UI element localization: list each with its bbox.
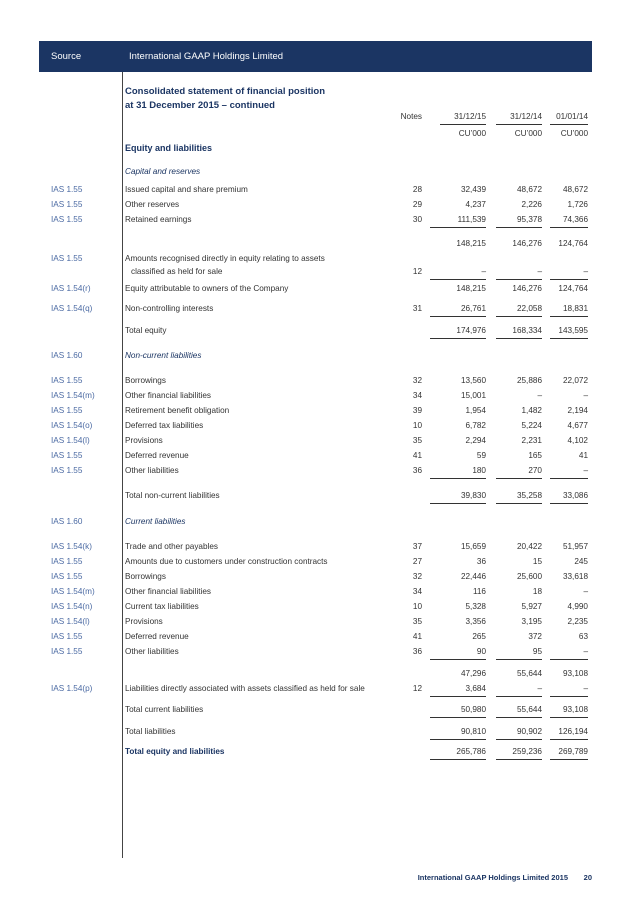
value-2015: 3,684: [465, 684, 486, 693]
note-ref: 28: [412, 185, 422, 194]
note-ref: 34: [412, 391, 422, 400]
value-2015: 4,237: [465, 200, 486, 209]
table-row: [0, 282, 638, 296]
value-2015: 90: [476, 647, 486, 656]
note-ref: 37: [412, 542, 422, 551]
source-ref: IAS 1.55: [51, 451, 83, 460]
value-2014: 5,224: [521, 421, 542, 430]
table-row: [0, 464, 638, 478]
value-2014: 146,276: [512, 284, 542, 293]
value-2014-opening: 1,726: [567, 200, 588, 209]
note-ref: 30: [412, 215, 422, 224]
table-row: [0, 389, 638, 403]
value-2014-opening: 4,102: [567, 436, 588, 445]
table-row: [0, 183, 638, 197]
note-ref: 36: [412, 466, 422, 475]
value-2014-opening: –: [583, 267, 588, 276]
value-2015: 50,980: [460, 705, 486, 714]
row-label: Capital and reserves: [125, 167, 201, 176]
table-row: [0, 489, 638, 503]
table-row: [0, 374, 638, 388]
date-underline-2: [496, 124, 542, 125]
note-ref: 12: [412, 684, 422, 693]
value-2015: 265,786: [456, 747, 486, 756]
value-2014: –: [537, 391, 542, 400]
source-ref: IAS 1.54(q): [51, 304, 93, 313]
row-label: Other reserves: [125, 200, 180, 209]
source-ref: IAS 1.54(n): [51, 602, 93, 611]
value-2014-opening: 4,677: [567, 421, 588, 430]
source-ref: IAS 1.54(m): [51, 391, 95, 400]
total-underline: [496, 316, 542, 317]
total-underline: [550, 338, 588, 339]
row-label: Non-current liabilities: [125, 351, 202, 360]
row-label: Current liabilities: [125, 517, 186, 526]
total-underline: [496, 279, 542, 280]
table-row: [0, 302, 638, 316]
row-label: Current tax liabilities: [125, 602, 199, 611]
source-ref: IAS 1.55: [51, 406, 83, 415]
value-2015: 39,830: [460, 491, 486, 500]
row-label: Issued capital and share premium: [125, 185, 248, 194]
table-row: [0, 324, 638, 338]
value-2014: 15: [532, 557, 542, 566]
value-2014: 25,886: [516, 376, 542, 385]
value-2015: 265: [472, 632, 486, 641]
total-underline: [550, 279, 588, 280]
value-2014-opening: –: [583, 391, 588, 400]
source-ref: IAS 1.55: [51, 185, 83, 194]
company-title: International GAAP Holdings Limited: [129, 51, 284, 62]
table-row: [0, 449, 638, 463]
value-2014: 18: [532, 587, 542, 596]
footer-text: International GAAP Holdings Limited 2015: [417, 873, 568, 882]
table-row: [0, 265, 638, 279]
table-row: [0, 540, 638, 554]
date-header-2: 31/12/14: [510, 112, 542, 121]
total-underline: [430, 717, 486, 718]
total-underline: [496, 759, 542, 760]
total-underline: [550, 503, 588, 504]
unit-header-3: CU’000: [560, 129, 588, 138]
source-ref: IAS 1.54(m): [51, 587, 95, 596]
note-ref: 39: [412, 406, 422, 415]
table-row: [0, 745, 638, 759]
table-row: [0, 630, 638, 644]
table-row: [0, 515, 638, 529]
total-underline: [430, 696, 486, 697]
value-2015: 90,810: [460, 727, 486, 736]
value-2014: 90,902: [516, 727, 542, 736]
value-2014-opening: 143,595: [558, 326, 588, 335]
value-2014: 2,231: [521, 436, 542, 445]
column-header-row: [0, 110, 638, 124]
value-2014: 25,600: [516, 572, 542, 581]
value-2014-opening: 18,831: [562, 304, 588, 313]
notes-header: Notes: [400, 112, 422, 121]
source-ref: IAS 1.54(k): [51, 542, 92, 551]
value-2014: 168,334: [512, 326, 542, 335]
row-label: Provisions: [125, 436, 163, 445]
value-2014-opening: 269,789: [558, 747, 588, 756]
value-2015: 26,761: [460, 304, 486, 313]
source-column-label: Source: [51, 51, 82, 62]
note-ref: 35: [412, 617, 422, 626]
value-2014: 165: [528, 451, 542, 460]
value-2015: 22,446: [460, 572, 486, 581]
total-underline: [430, 503, 486, 504]
note-ref: 10: [412, 602, 422, 611]
source-ref: IAS 1.55: [51, 466, 83, 475]
row-label: Retained earnings: [125, 215, 192, 224]
row-label: Other liabilities: [125, 466, 179, 475]
row-label: Total non-current liabilities: [125, 491, 220, 500]
total-underline: [430, 759, 486, 760]
table-row: [0, 615, 638, 629]
table-row: [0, 349, 638, 363]
row-label: Amounts due to customers under construction contracts: [125, 557, 328, 566]
total-underline: [430, 338, 486, 339]
date-underline-1: [440, 124, 486, 125]
value-2014: –: [537, 267, 542, 276]
total-underline: [430, 279, 486, 280]
value-2015: 116: [472, 587, 486, 596]
note-ref: 31: [412, 304, 422, 313]
value-2014: 270: [528, 466, 542, 475]
source-ref: IAS 1.55: [51, 215, 83, 224]
table-row: [0, 585, 638, 599]
value-2015: 148,215: [456, 239, 486, 248]
total-underline: [550, 717, 588, 718]
note-ref: 10: [412, 421, 422, 430]
source-ref: IAS 1.55: [51, 376, 83, 385]
source-ref: IAS 1.55: [51, 200, 83, 209]
total-underline: [550, 478, 588, 479]
value-2014-opening: 33,086: [562, 491, 588, 500]
row-label: Retirement benefit obligation: [125, 406, 230, 415]
total-underline: [496, 227, 542, 228]
value-2014: 20,422: [516, 542, 542, 551]
source-ref: IAS 1.54(p): [51, 684, 93, 693]
value-2014-opening: 245: [574, 557, 588, 566]
total-underline: [496, 338, 542, 339]
value-2015: 148,215: [456, 284, 486, 293]
total-underline: [550, 739, 588, 740]
row-label: Liabilities directly associated with assets classified as held for sale: [125, 684, 365, 693]
note-ref: 27: [412, 557, 422, 566]
value-2014: 35,258: [516, 491, 542, 500]
value-2015: 111,539: [457, 215, 486, 224]
total-underline: [550, 316, 588, 317]
table-row: [0, 165, 638, 179]
date-header-3: 01/01/14: [556, 112, 588, 121]
table-row: [0, 570, 638, 584]
value-2014-opening: 4,990: [567, 602, 588, 611]
source-ref: IAS 1.54(l): [51, 617, 90, 626]
row-label: Deferred revenue: [125, 632, 189, 641]
section-title: Equity and liabilities: [125, 143, 213, 153]
value-2015: 180: [472, 466, 486, 475]
table-row: [0, 555, 638, 569]
row-label: Borrowings: [125, 572, 166, 581]
value-2015: 174,976: [456, 326, 486, 335]
total-underline: [496, 717, 542, 718]
page-number: 20: [583, 873, 592, 882]
value-2014: 372: [528, 632, 542, 641]
value-2015: –: [481, 267, 486, 276]
value-2015: 5,328: [465, 602, 486, 611]
total-underline: [430, 478, 486, 479]
value-2015: 6,782: [465, 421, 486, 430]
source-ref: IAS 1.55: [51, 632, 83, 641]
row-label: Deferred tax liabilities: [125, 421, 204, 430]
page-header-bar: [39, 41, 592, 72]
value-2014-opening: 93,108: [562, 669, 588, 678]
value-2014: 2,226: [521, 200, 542, 209]
note-ref: 32: [412, 572, 422, 581]
row-label: Other financial liabilities: [125, 391, 212, 400]
total-underline: [550, 659, 588, 660]
total-underline: [430, 316, 486, 317]
row-label: Total liabilities: [125, 727, 176, 736]
table-row: [0, 725, 638, 739]
source-ref: IAS 1.54(l): [51, 436, 90, 445]
value-2015: 47,296: [460, 669, 486, 678]
row-label: Borrowings: [125, 376, 166, 385]
value-2014-opening: 126,194: [558, 727, 588, 736]
table-row: [0, 434, 638, 448]
source-ref: IAS 1.54(r): [51, 284, 91, 293]
section-title-row: [0, 141, 638, 155]
row-label: Deferred revenue: [125, 451, 189, 460]
source-ref: IAS 1.55: [51, 647, 83, 656]
statement-title-line2: at 31 December 2015 – continued: [125, 100, 275, 111]
note-ref: 34: [412, 587, 422, 596]
value-2014-opening: 41: [578, 451, 588, 460]
note-ref: 36: [412, 647, 422, 656]
value-2014-opening: 22,072: [562, 376, 588, 385]
table-row: [0, 198, 638, 212]
table-row: [0, 237, 638, 251]
value-2014-opening: –: [583, 466, 588, 475]
row-label: Equity attributable to owners of the Company: [125, 284, 289, 293]
note-ref: 12: [412, 267, 422, 276]
source-ref: IAS 1.55: [51, 254, 83, 263]
source-ref: IAS 1.54(o): [51, 421, 93, 430]
note-ref: 41: [412, 632, 422, 641]
total-underline: [430, 227, 486, 228]
value-2014: 95: [532, 647, 542, 656]
table-row: [0, 213, 638, 227]
row-label: Other liabilities: [125, 647, 179, 656]
value-2014: 55,644: [516, 705, 542, 714]
source-ref: IAS 1.60: [51, 351, 83, 360]
value-2014: –: [537, 684, 542, 693]
value-2014: 48,672: [516, 185, 542, 194]
table-row: [0, 703, 638, 717]
note-ref: 32: [412, 376, 422, 385]
value-2014: 55,644: [516, 669, 542, 678]
source-ref: IAS 1.60: [51, 517, 83, 526]
date-underline-3: [550, 124, 588, 125]
source-ref: IAS 1.55: [51, 572, 83, 581]
row-label: Total equity: [125, 326, 167, 335]
table-row: [0, 682, 638, 696]
note-ref: 35: [412, 436, 422, 445]
value-2014: 146,276: [512, 239, 542, 248]
value-2014-opening: 33,618: [562, 572, 588, 581]
value-2014-opening: 2,235: [567, 617, 588, 626]
value-2015: 13,560: [460, 376, 486, 385]
total-underline: [550, 227, 588, 228]
total-underline: [430, 739, 486, 740]
row-label: Other financial liabilities: [125, 587, 212, 596]
value-2014: 5,927: [521, 602, 542, 611]
value-2015: 36: [476, 557, 486, 566]
value-2014: 259,236: [512, 747, 542, 756]
value-2014-opening: 124,764: [558, 239, 588, 248]
value-2014: 95,378: [516, 215, 542, 224]
value-2014-opening: –: [583, 647, 588, 656]
total-underline: [496, 659, 542, 660]
total-underline: [550, 759, 588, 760]
value-2014: 1,482: [521, 406, 542, 415]
statement-title: [125, 85, 325, 113]
note-ref: 29: [412, 200, 422, 209]
value-2014-opening: –: [583, 684, 588, 693]
total-underline: [496, 696, 542, 697]
value-2014: 22,058: [516, 304, 542, 313]
statement-title-line1: Consolidated statement of financial position: [125, 86, 326, 97]
table-row: [0, 667, 638, 681]
table-row: [0, 645, 638, 659]
table-row: [0, 600, 638, 614]
total-underline: [430, 659, 486, 660]
date-header-1: 31/12/15: [454, 112, 486, 121]
total-underline: [496, 739, 542, 740]
row-label: Total current liabilities: [125, 705, 204, 714]
unit-header-2: CU’000: [514, 129, 542, 138]
value-2015: 1,954: [465, 406, 486, 415]
value-2014-opening: 124,764: [558, 284, 588, 293]
value-2015: 32,439: [460, 185, 486, 194]
value-2014-opening: 51,957: [562, 542, 588, 551]
row-label: Provisions: [125, 617, 163, 626]
note-ref: 41: [412, 451, 422, 460]
row-label: classified as held for sale: [131, 267, 223, 276]
value-2015: 15,001: [460, 391, 486, 400]
value-2014-opening: 63: [578, 632, 588, 641]
value-2014-opening: 48,672: [562, 185, 588, 194]
table-row: [0, 404, 638, 418]
unit-header-row: [0, 127, 638, 141]
value-2015: 3,356: [465, 617, 486, 626]
row-label: Trade and other payables: [125, 542, 219, 551]
value-2015: 2,294: [465, 436, 486, 445]
value-2014-opening: 93,108: [562, 705, 588, 714]
table-row: [0, 252, 638, 266]
value-2014-opening: –: [583, 587, 588, 596]
source-ref: IAS 1.55: [51, 557, 83, 566]
total-underline: [550, 696, 588, 697]
value-2015: 59: [476, 451, 486, 460]
unit-header-1: CU’000: [458, 129, 486, 138]
table-row: [0, 419, 638, 433]
row-label: Total equity and liabilities: [125, 747, 225, 756]
row-label: Amounts recognised directly in equity relating to assets: [125, 254, 325, 263]
total-underline: [496, 503, 542, 504]
value-2014: 3,195: [521, 617, 542, 626]
value-2015: 15,659: [460, 542, 486, 551]
value-2014-opening: 74,366: [562, 215, 588, 224]
total-underline: [496, 478, 542, 479]
row-label: Non-controlling interests: [125, 304, 214, 313]
value-2014-opening: 2,194: [567, 406, 588, 415]
